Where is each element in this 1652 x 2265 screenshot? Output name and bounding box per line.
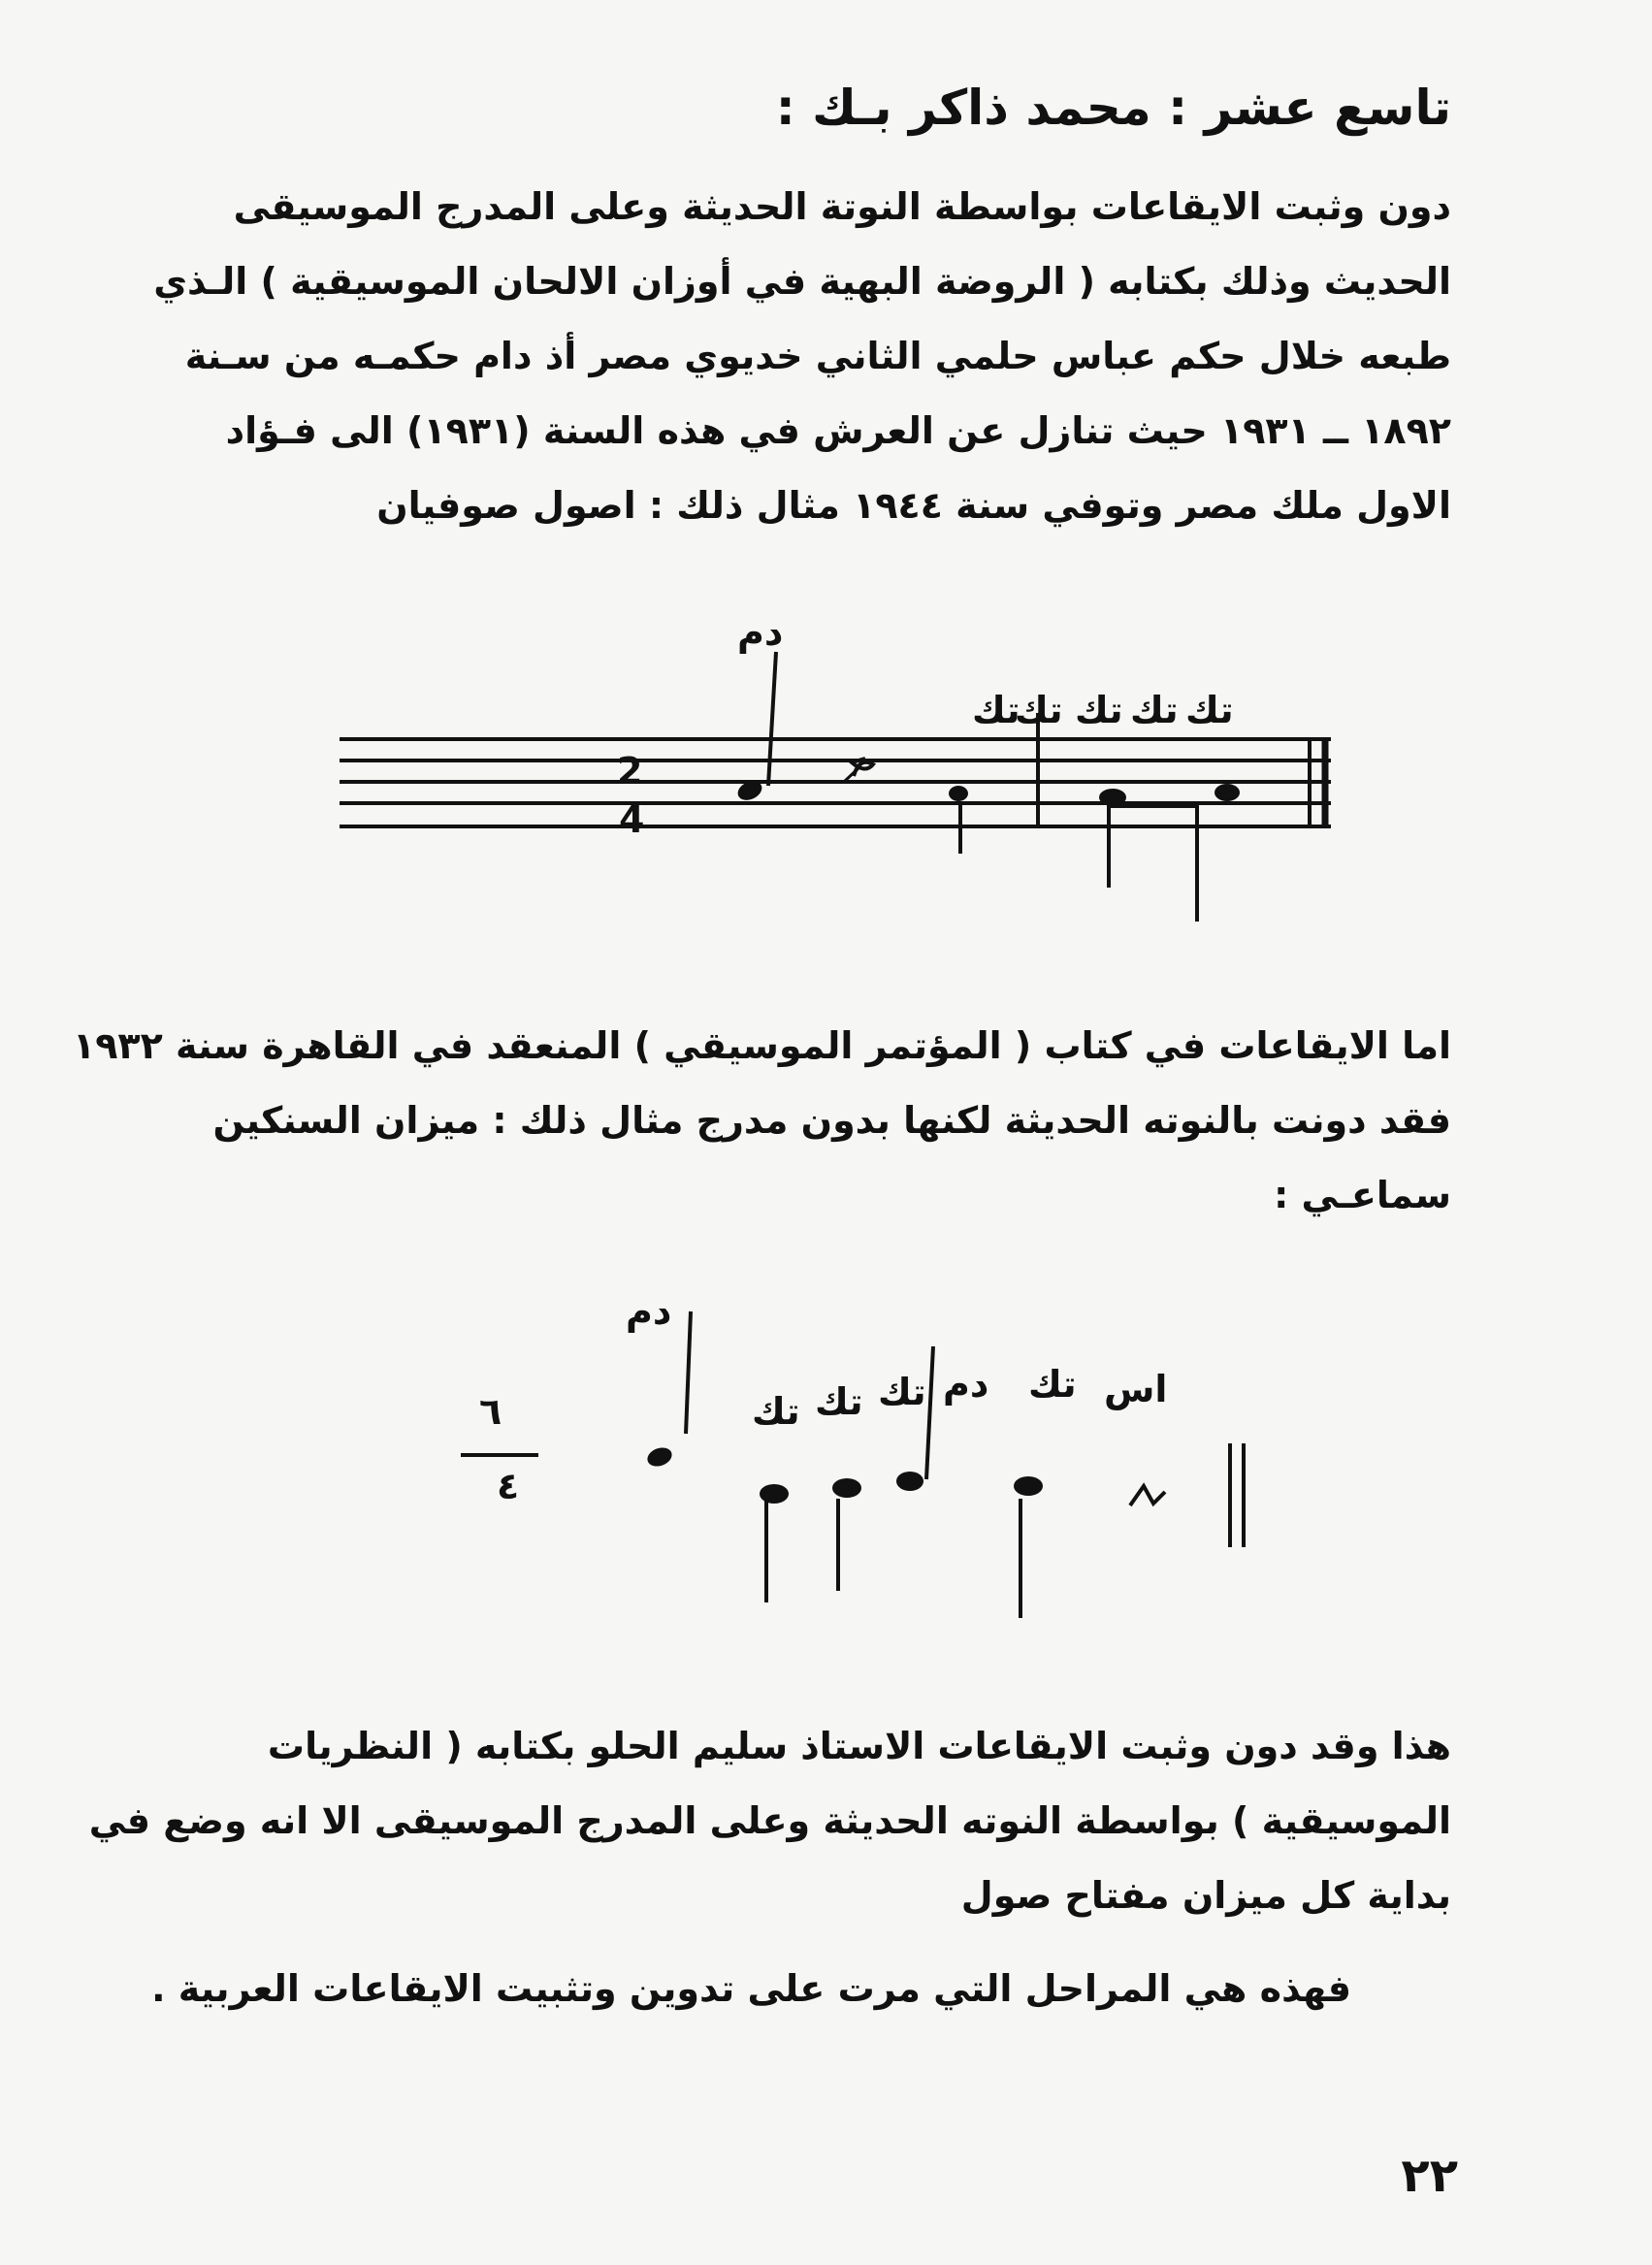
note-syllable: تك: [1028, 1363, 1077, 1406]
section-heading: تاسع عشر : محمد ذاكر بـك :: [775, 80, 1451, 136]
page-number: ٢٢: [1401, 2149, 1458, 2203]
paragraph-1-line: دون وثبت الايقاعات بواسطة النوتة الحديثة وعلى المدرج الموسيقى: [233, 185, 1451, 228]
note-syllable: تك: [878, 1371, 926, 1413]
paragraph-1-line: طبعه خلال حكم عباس حلمي الثاني خديوي مصر أذ دام حكمـه من سـنة: [184, 335, 1451, 377]
note-syllable: تك: [1130, 689, 1179, 731]
note-syllable: دم: [943, 1363, 989, 1406]
paragraph-1-line: ١٨٩٢ ــ ١٩٣١ حيث تنازل عن العرش في هذه السنة (١٩٣١) الى فـؤاد: [225, 409, 1451, 452]
note-syllable: تك: [1075, 689, 1123, 731]
paragraph-1-line: الاول ملك مصر وتوفي سنة ١٩٤٤ مثال ذلك : اصول صوفيان: [376, 484, 1451, 527]
note-syllable: تك: [972, 689, 1020, 731]
paragraph-2-line: فقد دونت بالنوته الحديثة لكنها بدون مدرج مثال ذلك : ميزان السنكين: [212, 1099, 1451, 1142]
paragraph-3: [88, 1709, 1451, 1933]
note-syllable: تك: [1015, 689, 1063, 731]
time-signature-top: 2: [617, 750, 643, 793]
paragraph-2-line: سماعـي :: [1274, 1174, 1451, 1216]
closing-sentence: فهذه هي المراحل التي مرت على تدوين وتثبيت الايقاعات العربية .: [151, 1967, 1351, 2010]
note-syllable: تك: [1185, 689, 1234, 731]
note-syllable: اس: [1104, 1368, 1168, 1410]
paragraph-2-line: اما الايقاعات في كتاب ( المؤتمر الموسيقي ) المنعقد في القاهرة سنة ١٩٣٢: [73, 1024, 1451, 1067]
time-signature-bottom: ٤: [497, 1465, 520, 1507]
note-syllable: تك: [752, 1390, 800, 1433]
paragraph-3-line: بداية كل ميزان مفتاح صول: [960, 1874, 1451, 1917]
note-syllable: دم: [737, 611, 784, 654]
paragraph-3-line: الموسيقية ) بواسطة النوته الحديثة وعلى المدرج الموسيقى الا انه وضع في: [88, 1799, 1451, 1842]
note-syllable: تك: [815, 1380, 863, 1423]
paragraph-3-line: هذا وقد دون وثبت الايقاعات الاستاذ سليم الحلو بكتابه ( النظريات: [267, 1725, 1451, 1767]
time-signature-top: ٦: [479, 1390, 502, 1433]
note-syllable: دم: [626, 1290, 672, 1333]
paragraph-1-line: الحديث وذلك بكتابه ( الروضة البهية في أوزان الالحان الموسيقية ) الـذي: [153, 260, 1451, 303]
time-signature-bottom: 4: [619, 798, 645, 841]
